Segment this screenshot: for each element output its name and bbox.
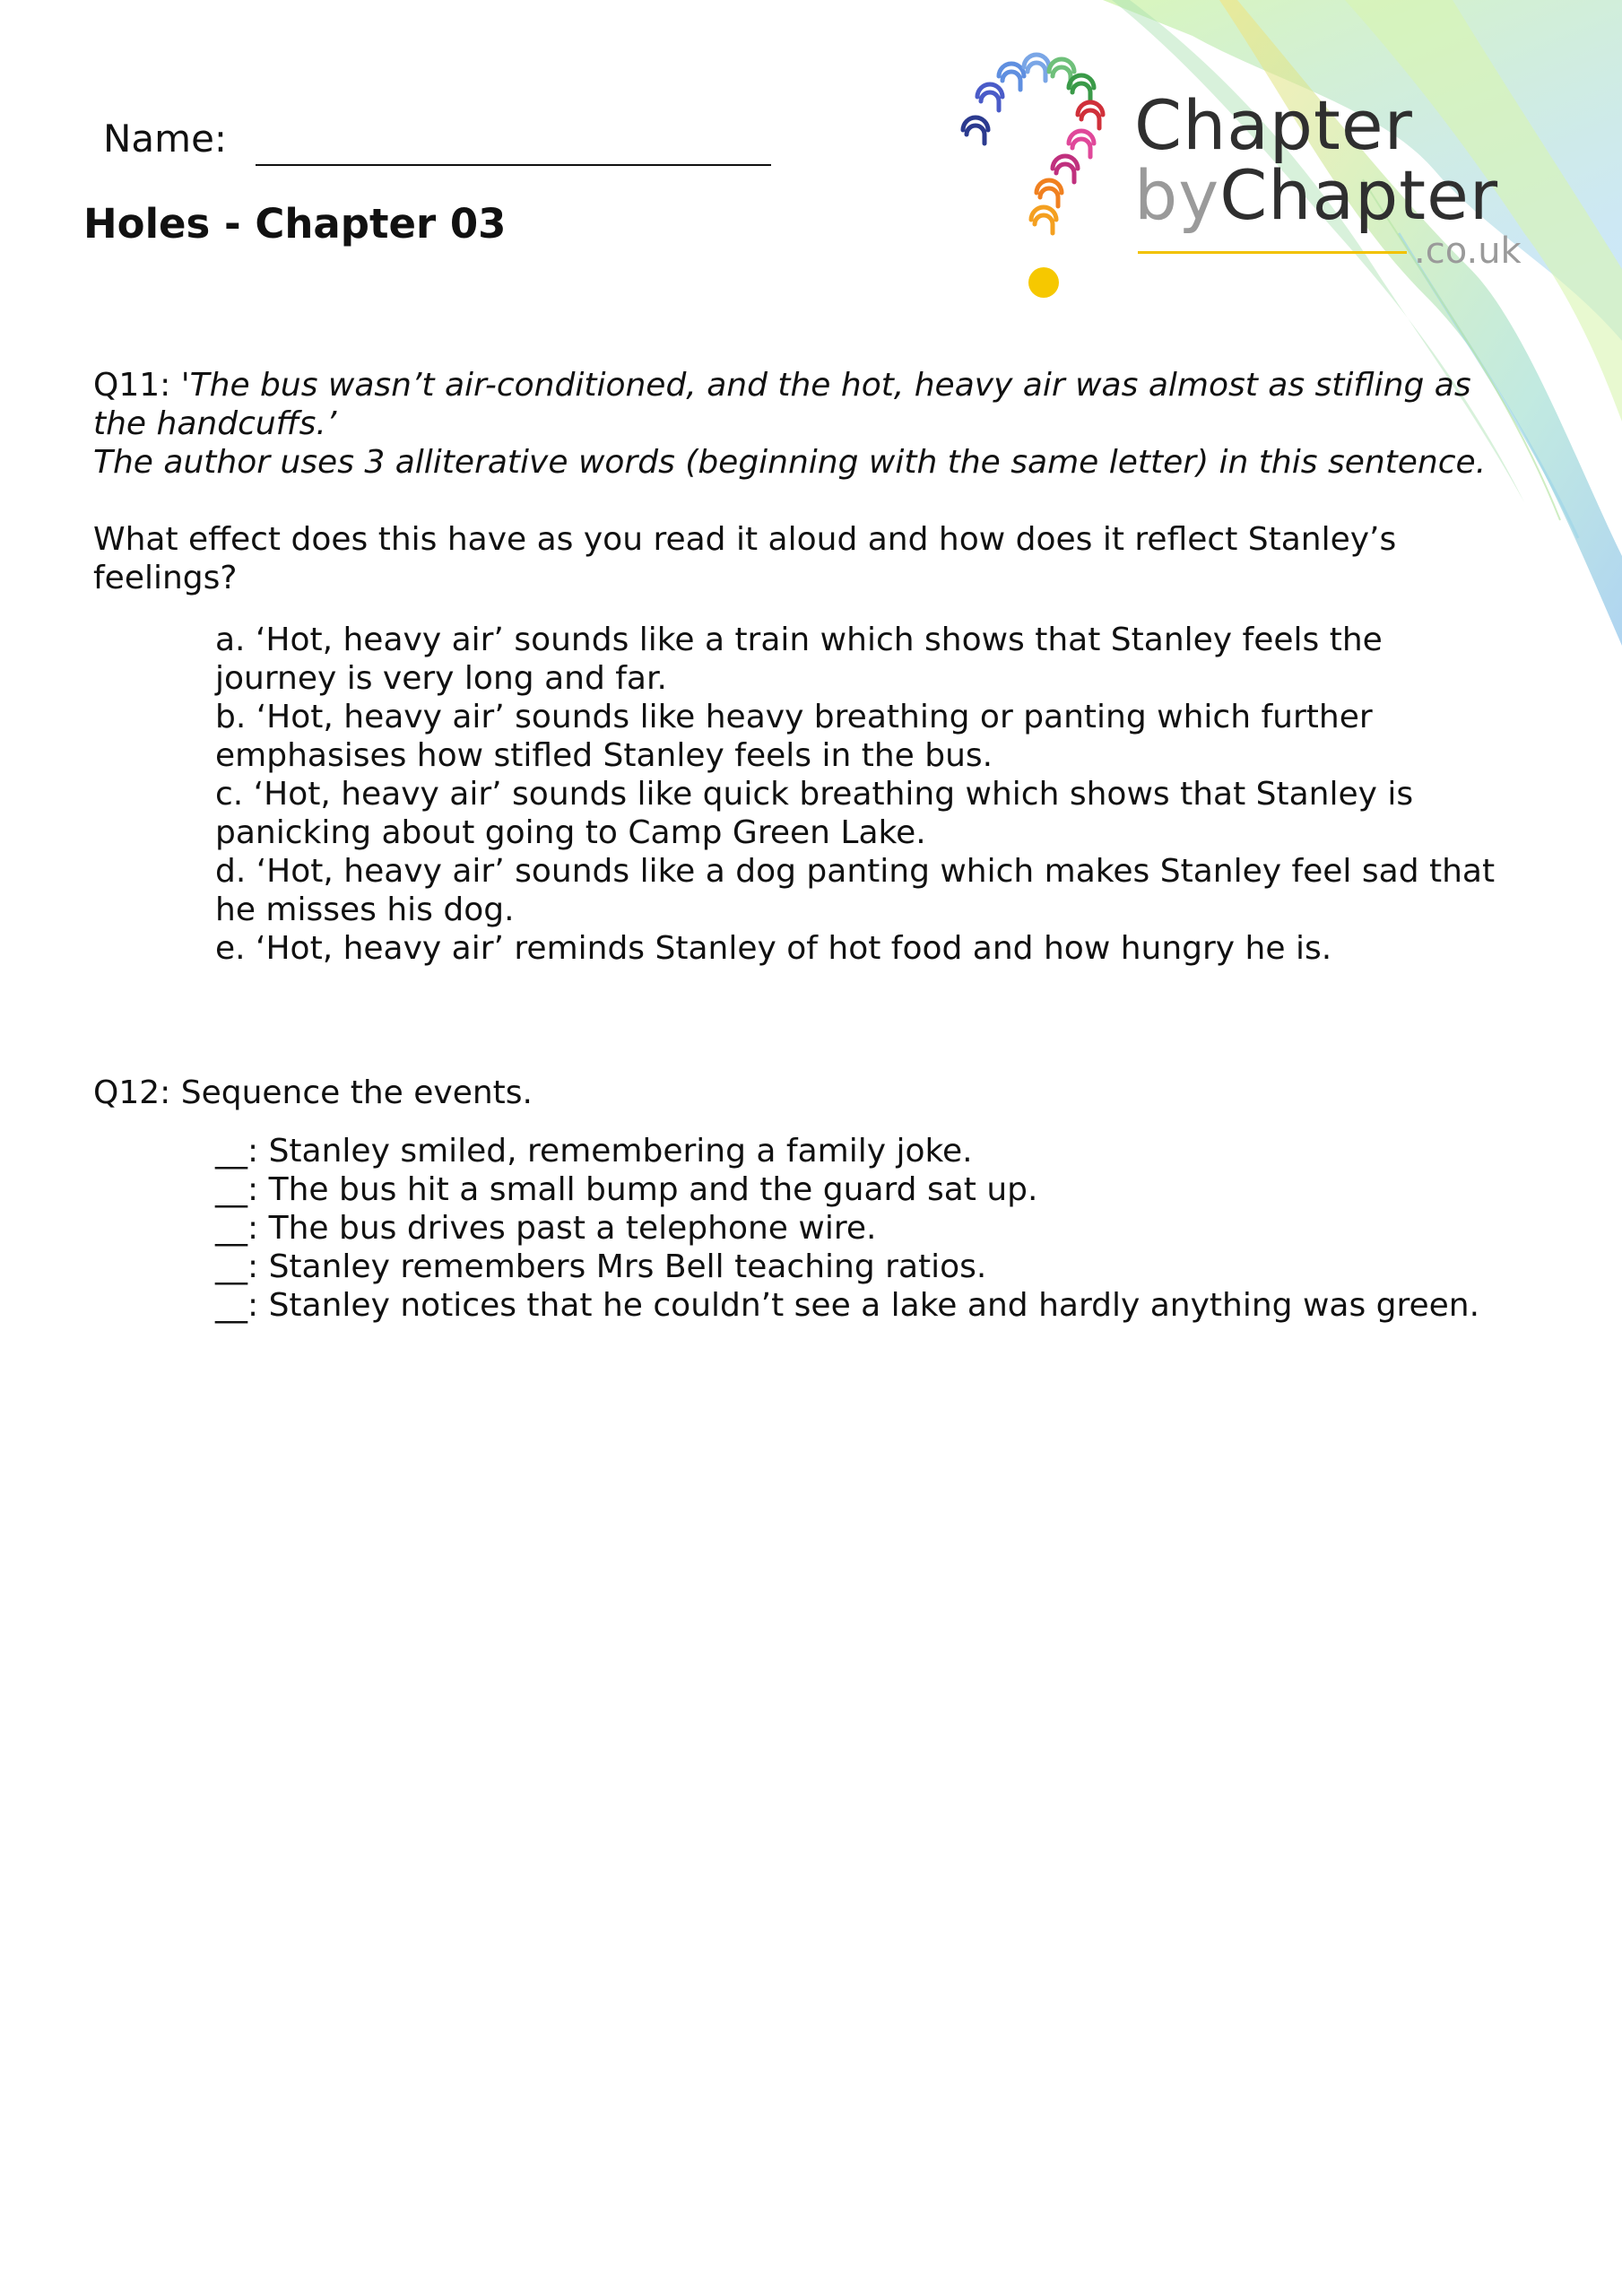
q11-label: Q11: (93, 367, 171, 404)
q11-quote-line2: the handcuffs.’ (93, 405, 337, 442)
q12-heading: Q12: Sequence the events. (93, 1074, 533, 1111)
q11-options (215, 621, 1533, 968)
option-b-line2[interactable]: emphasises how stifled Stanley feels in the bus. (215, 737, 993, 774)
option-a-line2[interactable]: journey is very long and far. (215, 660, 667, 697)
event-item[interactable]: __: Stanley remembers Mrs Bell teaching ratios. (215, 1248, 987, 1285)
event-item[interactable]: __: Stanley notices that he couldn’t see a lake and hardly anything was green. (215, 1287, 1480, 1324)
option-c-line1[interactable]: c. ‘Hot, heavy air’ sounds like quick breathing which shows that Stanley is (215, 776, 1414, 813)
brand-by: by (1134, 155, 1220, 235)
page-title: Holes - Chapter 03 (83, 200, 507, 248)
option-d-line2[interactable]: he misses his dog. (215, 891, 515, 928)
name-field-line[interactable] (256, 164, 771, 166)
brand-logo (1134, 85, 1547, 278)
brand-domain: .co.uk (1414, 230, 1522, 272)
brand-line2 (1134, 155, 1499, 235)
q12-events (215, 1132, 1479, 1325)
q11-question-line1: What effect does this have as you read it aloud and how does it reflect Stanley’s (93, 521, 1397, 558)
option-d-line1[interactable]: d. ‘Hot, heavy air’ sounds like a dog panting which makes Stanley feel sad that (215, 853, 1496, 890)
q11-question-line2: feelings? (93, 560, 238, 596)
option-a-line1[interactable]: a. ‘Hot, heavy air’ sounds like a train which shows that Stanley feels the (215, 622, 1383, 658)
brand-line1: Chapter (1134, 85, 1413, 165)
event-item[interactable]: __: The bus hit a small bump and the guard sat up. (215, 1171, 1038, 1208)
option-e-line1[interactable]: e. ‘Hot, heavy air’ reminds Stanley of hot food and how hungry he is. (215, 930, 1332, 967)
brand-chapter: Chapter (1219, 155, 1499, 235)
q11-quote-line1 (93, 366, 1546, 404)
brand-underline (1138, 251, 1407, 254)
name-label: Name: (103, 117, 228, 161)
q11-instruction: The author uses 3 alliterative words (beginning with the same letter) in this sentence. (93, 444, 1487, 481)
option-b-line1[interactable]: b. ‘Hot, heavy air’ sounds like heavy breathing or panting which further (215, 699, 1373, 735)
question-11 (93, 366, 1546, 597)
q11-quote: 'The bus wasn’t air-conditioned, and the hot, heavy air was almost as stifling as (180, 367, 1471, 404)
question-mark-books-icon (950, 49, 1121, 309)
event-item[interactable]: __: Stanley smiled, remembering a family joke. (215, 1133, 973, 1170)
option-c-line2[interactable]: panicking about going to Camp Green Lake. (215, 814, 926, 851)
event-item[interactable]: __: The bus drives past a telephone wire. (215, 1210, 877, 1247)
